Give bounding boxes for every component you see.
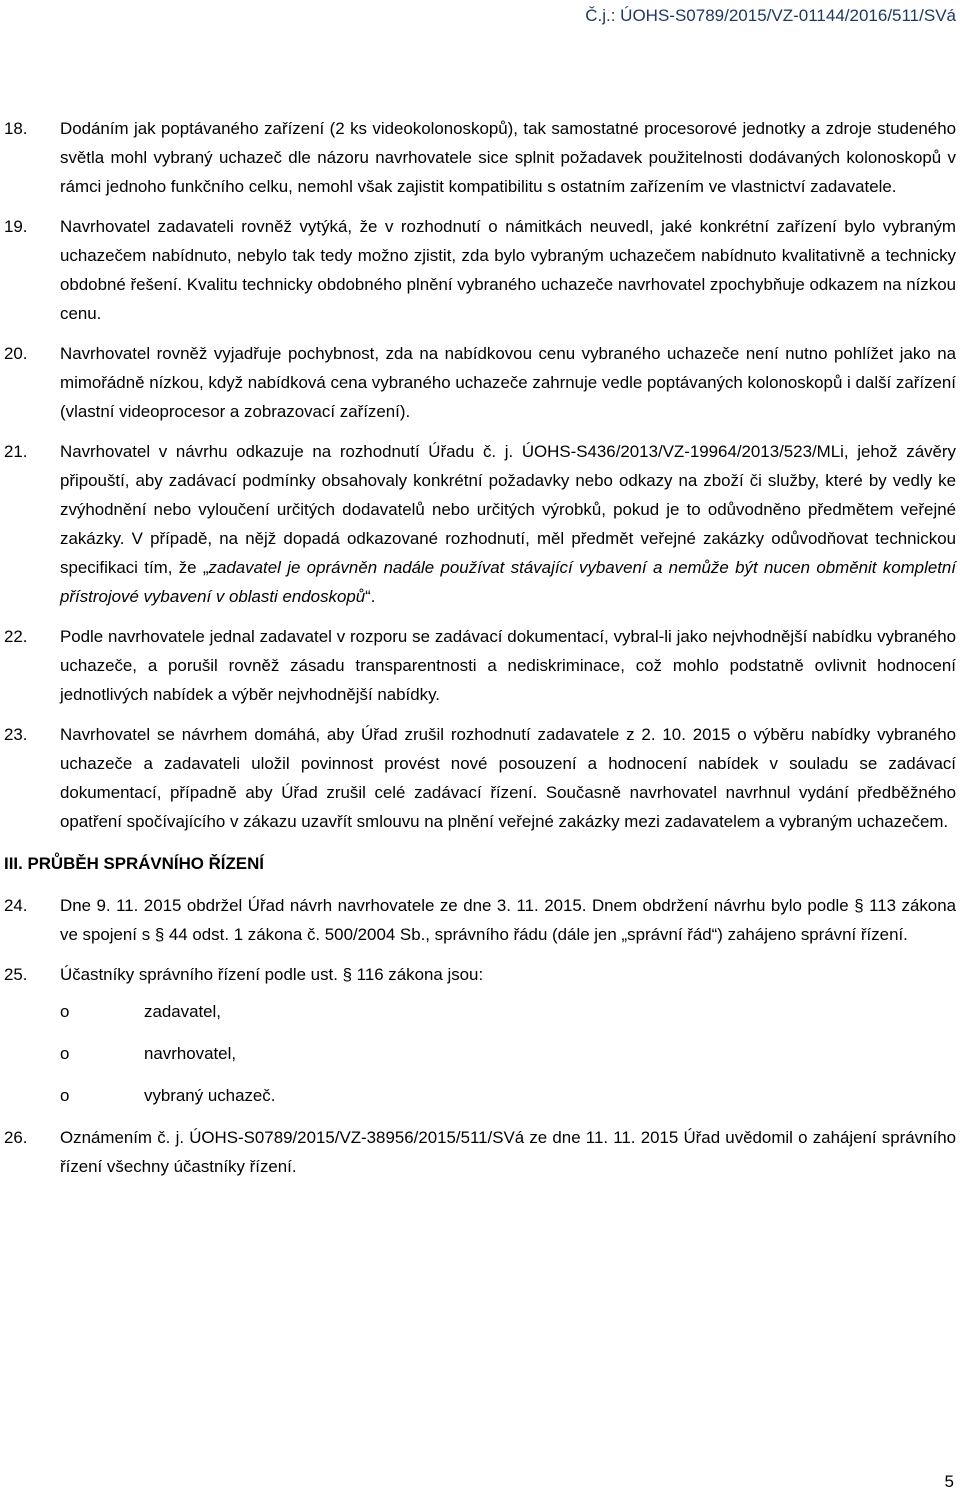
list-item bbox=[4, 1081, 956, 1110]
paragraph-24 bbox=[4, 891, 956, 949]
paragraph-text: Dodáním jak poptávaného zařízení (2 ks videokolonoskopů), tak samostatné procesorové jednotky a zdroje studeného světla mohl vybraný uchazeč dle názoru navrhovatele sice splnit požadavek použitelnosti dodávaných kolonoskopů v rámci jednoho funkčního celku, nemohl však zajistit kompatibilitu s ostatním zařízením ve vlastnictví zadavatele. bbox=[60, 119, 956, 196]
list-item-text: vybraný uchazeč. bbox=[144, 1086, 276, 1105]
list-item bbox=[4, 1039, 956, 1068]
list-item-text: navrhovatel, bbox=[144, 1044, 237, 1063]
paragraph-26 bbox=[4, 1123, 956, 1181]
paragraph-20 bbox=[4, 339, 956, 426]
document-reference: Č.j.: ÚOHS-S0789/2015/VZ-01144/2016/511/SVá bbox=[585, 6, 956, 25]
paragraph-number: 18. bbox=[4, 119, 28, 138]
paragraph-quote-italic: zadavatel je oprávněn nadále používat stávající vybavení a nemůže být nucen obměnit kompletní přístrojové vybavení v oblasti endoskopů bbox=[60, 558, 956, 606]
paragraph-21 bbox=[4, 437, 956, 611]
list-item-text: zadavatel, bbox=[144, 1002, 221, 1021]
paragraph-number: 19. bbox=[4, 217, 28, 236]
paragraph-19 bbox=[4, 212, 956, 328]
paragraph-number: 20. bbox=[4, 344, 28, 363]
paragraph-number: 26. bbox=[4, 1128, 28, 1147]
page-number: 5 bbox=[944, 1472, 954, 1491]
paragraph-number: 24. bbox=[4, 896, 28, 915]
paragraph-text: Navrhovatel se návrhem domáhá, aby Úřad zrušil rozhodnutí zadavatele z 2. 10. 2015 o výběru nabídky vybraného uchazeče a zadavateli uložil povinnost provést nové posouzení a hodnocení nabídek v souladu se zadávací dokumentací, případně aby Úřad zrušil celé zadávací řízení. Současně navrhovatel navrhnul vydání předběžného opatření spočívajícího v zákazu uzavřít smlouvu na plnění veřejné zakázky mezi zadavatelem a vybraným uchazečem. bbox=[60, 725, 956, 831]
document-body bbox=[4, 114, 956, 1181]
bullet-marker: o bbox=[60, 1044, 70, 1063]
paragraph-22 bbox=[4, 622, 956, 709]
paragraph-number: 23. bbox=[4, 725, 28, 744]
paragraph-text: Podle navrhovatele jednal zadavatel v rozporu se zadávací dokumentací, vybral-li jako nejvhodnější nabídku vybraného uchazeče, a porušil rovněž zásadu transparentnosti a nediskriminace, což mohlo podstatně ovlivnit hodnocení jednotlivých nabídek a výběr nejvhodnější nabídky. bbox=[60, 627, 956, 704]
bullet-marker: o bbox=[60, 1002, 70, 1021]
list-item bbox=[4, 997, 956, 1026]
paragraph-number: 25. bbox=[4, 965, 28, 984]
paragraph-text: Účastníky správního řízení podle ust. § 116 zákona jsou: bbox=[60, 965, 484, 984]
paragraph-text: Navrhovatel rovněž vyjadřuje pochybnost, zda na nabídkovou cenu vybraného uchazeče není nutno pohlížet jako na mimořádně nízkou, když nabídková cena vybraného uchazeče zahrnuje vedle poptávaných kolonoskopů i další zařízení (vlastní videoprocesor a zobrazovací zařízení). bbox=[60, 344, 956, 421]
paragraph-23 bbox=[4, 720, 956, 836]
paragraph-number: 21. bbox=[4, 442, 28, 461]
paragraph-25 bbox=[4, 960, 956, 989]
paragraph-number: 22. bbox=[4, 627, 28, 646]
paragraph-text-main: Navrhovatel v návrhu odkazuje na rozhodnutí Úřadu č. j. ÚOHS-S436/2013/VZ-19964/2013/523/MLi, jehož závěry připouští, aby zadávací podmínky obsahovaly konkrétní požadavky nebo odkazy na zboží či služby, které by vedly ke zvýhodnění nebo vyloučení určitých dodavatelů nebo určitých výrobků, pokud je to odůvodněno předmětem veřejné zakázky. V případě, na nějž dopadá odkazované rozhodnutí, měl předmět veřejné zakázky odůvodňovat technickou specifikaci tím, že „ bbox=[60, 442, 956, 577]
paragraph-18 bbox=[4, 114, 956, 201]
paragraph-text-end: “. bbox=[365, 587, 376, 606]
section-heading: III. PRŮBĚH SPRÁVNÍHO ŘÍZENÍ bbox=[4, 854, 264, 873]
paragraph-text: Dne 9. 11. 2015 obdržel Úřad návrh navrhovatele ze dne 3. 11. 2015. Dnem obdržení návrhu bylo podle § 113 zákona ve spojení s § 44 odst. 1 zákona č. 500/2004 Sb., správního řádu (dále jen „správní řád“) zahájeno správní řízení. bbox=[60, 896, 956, 944]
bullet-marker: o bbox=[60, 1086, 70, 1105]
participants-list bbox=[4, 997, 956, 1110]
paragraph-text bbox=[60, 437, 956, 611]
paragraph-text: Oznámením č. j. ÚOHS-S0789/2015/VZ-38956/2015/511/SVá ze dne 11. 11. 2015 Úřad uvědomil o zahájení správního řízení všechny účastníky řízení. bbox=[60, 1128, 956, 1176]
paragraph-text: Navrhovatel zadavateli rovněž vytýká, že v rozhodnutí o námitkách neuvedl, jaké konkrétní zařízení bylo vybraným uchazečem nabídnuto, nebylo tak tedy možno zjistit, zda bylo vybraným uchazečem nabídnuto kvalitativně a technicky obdobné řešení. Kvalitu technicky obdobného plnění vybraného uchazeče navrhovatel zpochybňuje odkazem na nízkou cenu. bbox=[60, 217, 956, 323]
